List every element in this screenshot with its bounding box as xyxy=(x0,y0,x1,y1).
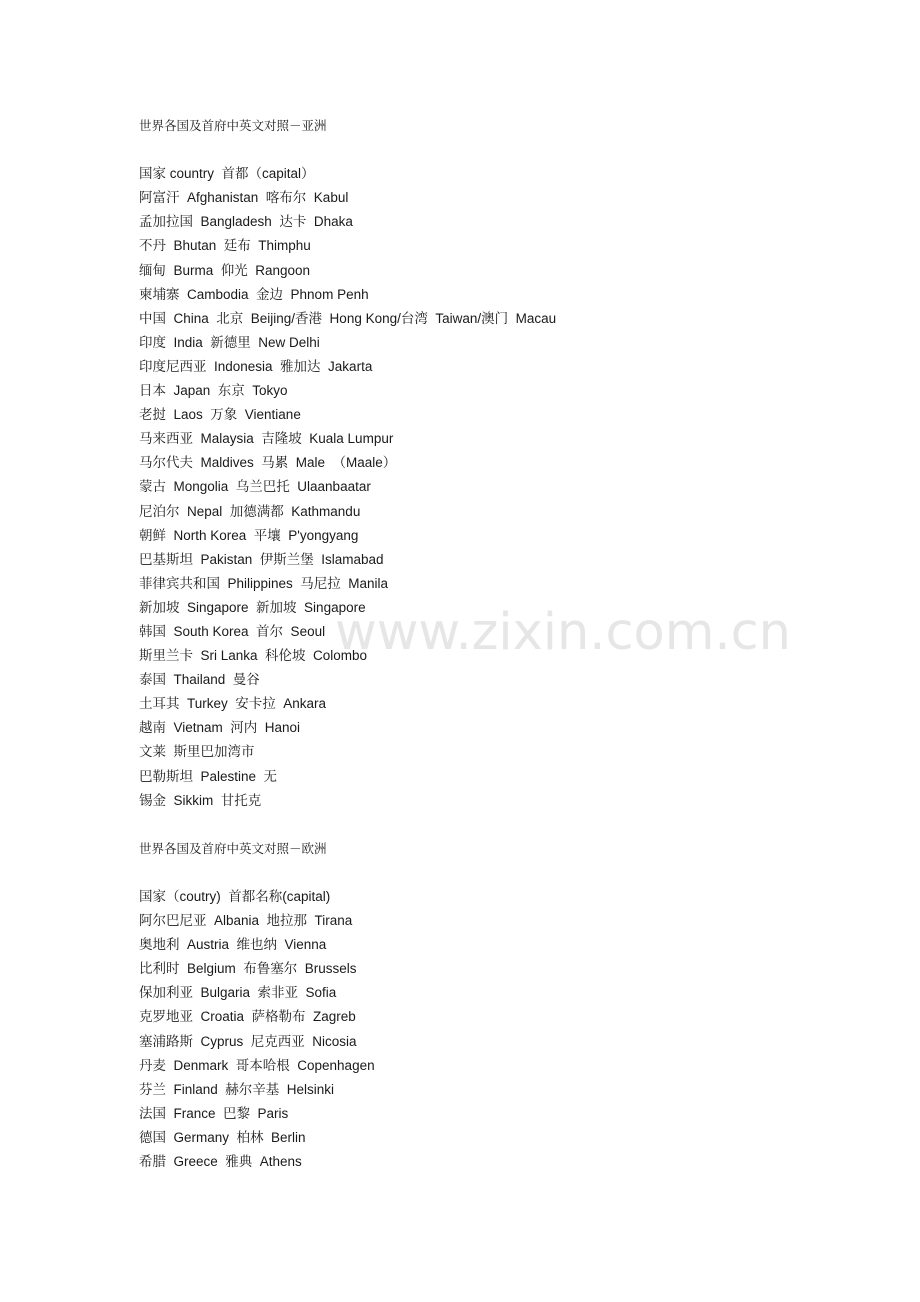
europe-country-list xyxy=(139,909,839,1174)
list-item: 芬兰 Finland 赫尔辛基 Helsinki xyxy=(139,1081,335,1097)
list-item: 丹麦 Denmark 哥本哈根 Copenhagen xyxy=(139,1057,375,1073)
blank-line xyxy=(139,813,839,837)
blank-line xyxy=(139,861,839,885)
list-item: 巴基斯坦 Pakistan 伊斯兰堡 Islamabad xyxy=(139,551,384,567)
asia-section-title: 世界各国及首府中英文对照－亚洲 xyxy=(139,118,327,133)
list-item: 阿富汗 Afghanistan 喀布尔 Kabul xyxy=(139,190,349,206)
list-item: 巴勒斯坦 Palestine 无 xyxy=(139,768,278,784)
list-item: 马尔代夫 Maldives 马累 Male （Maale） xyxy=(139,455,397,471)
asia-table-header: 国家 country 首都（capital） xyxy=(139,166,315,182)
list-item: 蒙古 Mongolia 乌兰巴托 Ulaanbaatar xyxy=(139,479,371,495)
list-item: 保加利亚 Bulgaria 索非亚 Sofia xyxy=(139,985,337,1001)
list-item: 孟加拉国 Bangladesh 达卡 Dhaka xyxy=(139,214,353,230)
list-item: 阿尔巴尼亚 Albania 地拉那 Tirana xyxy=(139,913,353,929)
europe-table-header: 国家（coutry) 首都名称(capital) xyxy=(139,889,331,904)
list-item: 希腊 Greece 雅典 Athens xyxy=(139,1154,302,1170)
list-item: 老挝 Laos 万象 Vientiane xyxy=(139,407,301,423)
list-item: 斯里兰卡 Sri Lanka 科伦坡 Colombo xyxy=(139,648,368,664)
list-item: 不丹 Bhutan 廷布 Thimphu xyxy=(139,238,311,254)
list-item: 锡金 Sikkim 甘托克 xyxy=(139,792,262,808)
list-item: 朝鲜 North Korea 平壤 P'yongyang xyxy=(139,527,359,543)
list-item: 尼泊尔 Nepal 加德满都 Kathmandu xyxy=(139,503,361,519)
list-item: 中国 China 北京 Beijing/香港 Hong Kong/台湾 Taiwan/澳门 Macau xyxy=(139,310,557,326)
list-item: 泰国 Thailand 曼谷 xyxy=(139,672,260,688)
watermark: www.zixin.com.cn xyxy=(335,603,791,662)
list-item: 缅甸 Burma 仰光 Rangoon xyxy=(139,262,311,278)
europe-section-title: 世界各国及首府中英文对照－欧洲 xyxy=(139,840,327,856)
list-item: 新加坡 Singapore 新加坡 Singapore xyxy=(139,599,366,615)
list-item: 奥地利 Austria 维也纳 Vienna xyxy=(139,937,327,953)
list-item: 文莱 斯里巴加湾市 xyxy=(139,744,255,760)
list-item: 比利时 Belgium 布鲁塞尔 Brussels xyxy=(139,961,357,977)
list-item: 克罗地亚 Croatia 萨格勒布 Zagreb xyxy=(139,1009,356,1025)
list-item: 柬埔寨 Cambodia 金边 Phnom Penh xyxy=(139,286,369,302)
list-item: 菲律宾共和国 Philippines 马尼拉 Manila xyxy=(139,575,389,591)
document-body xyxy=(139,114,839,1174)
list-item: 越南 Vietnam 河内 Hanoi xyxy=(139,720,301,736)
blank-line xyxy=(139,138,839,162)
list-item: 塞浦路斯 Cyprus 尼克西亚 Nicosia xyxy=(139,1033,357,1049)
list-item: 印度 India 新德里 New Delhi xyxy=(139,334,320,350)
list-item: 土耳其 Turkey 安卡拉 Ankara xyxy=(139,696,327,712)
list-item: 德国 Germany 柏林 Berlin xyxy=(139,1129,306,1145)
asia-country-list xyxy=(139,186,839,812)
list-item: 法国 France 巴黎 Paris xyxy=(139,1105,289,1121)
list-item: 马来西亚 Malaysia 吉隆坡 Kuala Lumpur xyxy=(139,431,394,447)
list-item: 日本 Japan 东京 Tokyo xyxy=(139,383,288,399)
list-item: 印度尼西亚 Indonesia 雅加达 Jakarta xyxy=(139,358,373,374)
list-item: 韩国 South Korea 首尔 Seoul xyxy=(139,623,326,639)
